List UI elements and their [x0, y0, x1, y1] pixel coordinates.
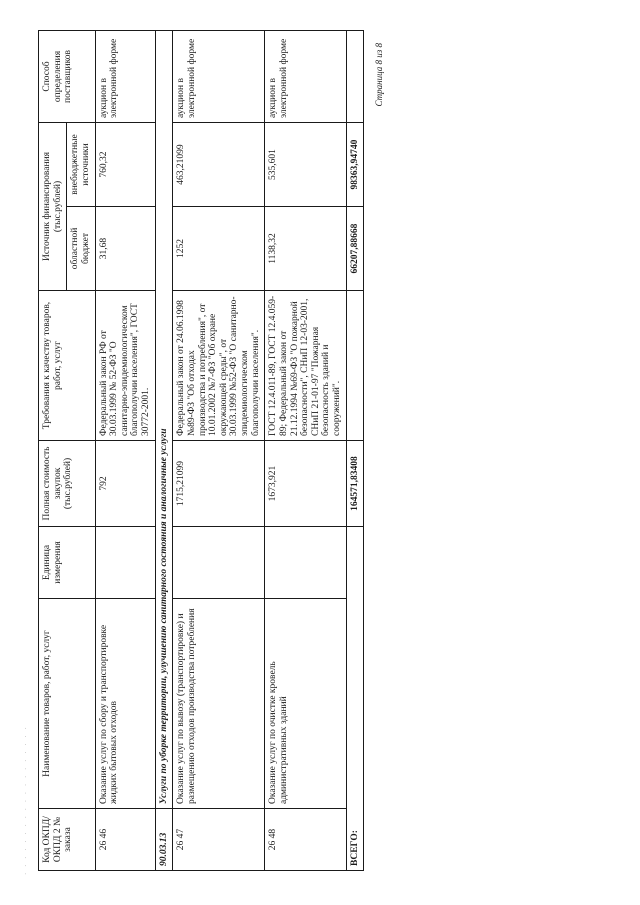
- cell-total-method: [346, 30, 364, 122]
- table-row: [173, 30, 265, 870]
- column-header-unit: Единица измерения: [39, 526, 96, 598]
- cell-code: 26 48: [265, 808, 346, 870]
- cell-method: аукцион в электронной форме: [265, 30, 346, 122]
- table-total-row: [346, 30, 364, 870]
- cell-unit: [173, 526, 265, 598]
- cell-total-cost: 164571,83408: [346, 440, 364, 526]
- table-section-row: [155, 30, 173, 870]
- cell-budget: 1252: [173, 206, 265, 290]
- rotated-landscape-content: [20, 13, 620, 893]
- column-header-code: Код ОКПД/ ОКПД 2 № заказа: [39, 808, 96, 870]
- column-header-method: Способ определения поставщиков: [39, 30, 96, 122]
- cell-code: 26 46: [95, 808, 155, 870]
- cell-total-label: ВСЕГО:: [346, 526, 364, 870]
- cell-cost: 1715,21099: [173, 440, 265, 526]
- table-row: [95, 30, 155, 870]
- table-header-row: [39, 30, 67, 870]
- scan-edge-artifact: · · · · · · · · · · · · · · · · · · ·: [22, 724, 30, 875]
- cell-extrabudget: 463,21099: [173, 122, 265, 206]
- cell-section-code: 90.03.13: [155, 808, 173, 870]
- cell-requirements: Федеральный закон от 24.06.1998 №89-ФЗ "Об отходах производства и потребления", от 10.01.2002 №7-ФЗ "Об охране окружающей среды", от 30.03.1999 №52-ФЗ "О санитарно-эпидемиологическом благополучии населения".: [173, 290, 265, 440]
- cell-code: 26 47: [173, 808, 265, 870]
- cell-cost: 1673,921: [265, 440, 346, 526]
- column-header-cost: Полная стоимость закупок (тыс.рублей): [39, 440, 96, 526]
- cell-budget: 1138,32: [265, 206, 346, 290]
- cell-name: Оказание услуг по вывозу (транспортировке) и размещению отходов производства потребления: [173, 598, 265, 808]
- cell-method: аукцион в электронной форме: [95, 30, 155, 122]
- cell-unit: [265, 526, 346, 598]
- column-header-requirements: Требования к качеству товаров, работ, услуг: [39, 290, 96, 440]
- column-header-extrabudget: внебюджетные источники: [67, 122, 95, 206]
- table-row: [265, 30, 346, 870]
- column-header-financing: Источник финансирования (тыс.рублей): [39, 122, 67, 290]
- cell-total-requirements: [346, 290, 364, 440]
- cell-total-budget: 66207,88668: [346, 206, 364, 290]
- cell-requirements: ГОСТ 12.4.011-89, ГОСТ 12.4.059-89; Федеральный закон от 21.12.1994 №69-ФЗ "О пожарной безопасности", СНиП 12-03-2001, СНиП 21-01-97 "Пожарная безопасность зданий и сооружений".: [265, 290, 346, 440]
- column-header-name: Наименование товаров, работ, услуг: [39, 598, 96, 808]
- cell-name: Оказание услуг по очистке кровель административных зданий: [265, 598, 346, 808]
- cell-budget: 31,68: [95, 206, 155, 290]
- cell-cost: 792: [95, 440, 155, 526]
- cell-extrabudget: 760,32: [95, 122, 155, 206]
- cell-name: Оказание услуг по сбору и транспортировке жидких бытовых отходов: [95, 598, 155, 808]
- cell-total-extrabudget: 98363,94740: [346, 122, 364, 206]
- page-number: Страница 8 из 8: [374, 42, 385, 106]
- cell-requirements: Федеральный закон РФ от 30.03.1999 № 52-ФЗ "О санитарно-эпидемиологическом благополучии населения", ГОСТ 30772-2001.: [95, 290, 155, 440]
- column-header-regional-budget: областной бюджет: [67, 206, 95, 290]
- cell-unit: [95, 526, 155, 598]
- cell-method: аукцион в электронной форме: [173, 30, 265, 122]
- cell-section-title: Услуги по уборке территории, улучшению санитарного состояния и аналогичные услуги: [155, 30, 173, 808]
- cell-extrabudget: 535,601: [265, 122, 346, 206]
- procurement-plan-table: [38, 30, 364, 871]
